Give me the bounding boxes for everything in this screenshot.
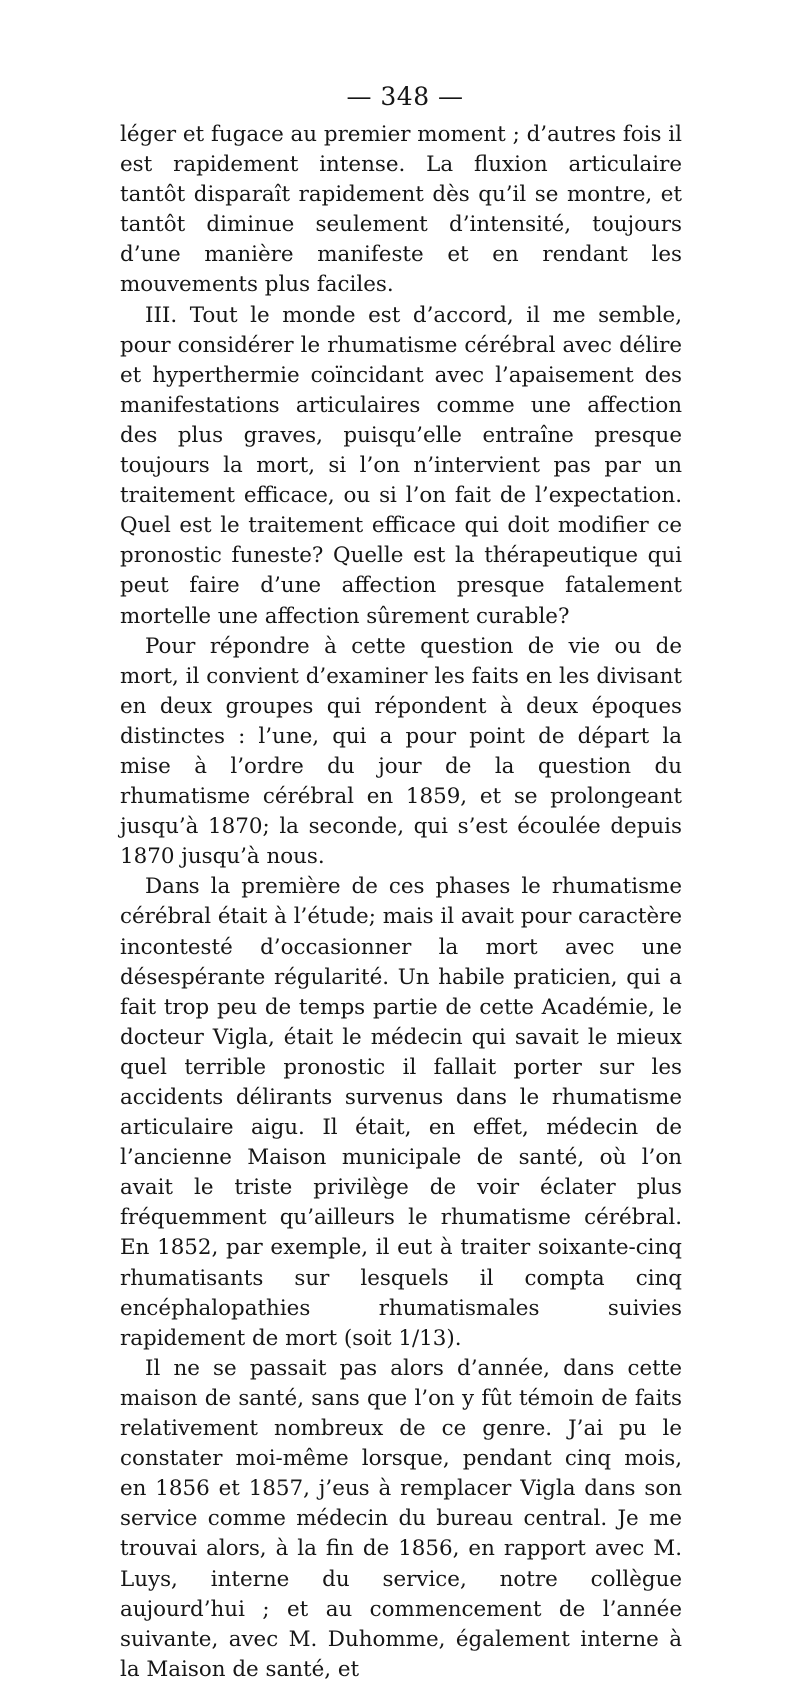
paragraph-4: Dans la première de ces phases le rhumatisme cérébral était à l’étude; mais il avait pour caractère incontesté d’occasionner la mort avec une désespérante régularité. Un habile praticien, qui a fait trop peu de temps partie de cette Académie, le docteur Vigla, était le médecin qui savait le mieux quel terrible pronostic il fallait porter sur les accidents délirants survenus dans le rhumatisme articulaire aigu. Il était, en effet, médecin de l’ancienne Maison municipale de santé, où l’on avait le triste privilège de voir éclater plus fréquemment qu’ailleurs le rhumatisme cérébral. En 1852, par exemple, il eut à traiter soixante-cinq rhumatisants sur lesquels il compta cinq encéphalopathies rhumatismales suivies rapidement de mort (soit 1/13). — [120, 874, 682, 1351]
page-number: — 348 — — [346, 82, 464, 111]
paragraph-1: léger et fugace au premier moment ; d’autres fois il est rapidement intense. La fluxion articulaire tantôt disparaît rapidement dès qu’il se montre, et tantôt diminue seulement d’intensité, toujours d’une manière manifeste et en rendant les mouvements plus faciles. — [120, 122, 682, 298]
paragraph-5: Il ne se passait pas alors d’année, dans cette maison de santé, sans que l’on y fût témoin de faits relativement nombreux de ce genre. J’ai pu le constater moi-même lorsque, pendant cinq mois, en 1856 et 1857, j’eus à remplacer Vigla dans son service comme médecin du bureau central. Je me trouvai alors, à la fin de 1856, en rapport avec M. Luys, interne du service, notre collègue aujourd’hui ; et au commencement de l’année suivante, avec M. Duhomme, également interne à la Maison de santé, et — [120, 1355, 682, 1682]
paragraph-3: Pour répondre à cette question de vie ou de mort, il convient d’examiner les faits en les divisant en deux groupes qui répondent à deux époques distinctes : l’une, qui a pour point de départ la mise à l’ordre du jour de la question du rhumatisme cérébral en 1859, et se prolongeant jusqu’à 1870; la seconde, qui s’est écoulée depuis 1870 jusqu’à nous. — [120, 633, 682, 870]
paragraph-2: III. Tout le monde est d’accord, il me semble, pour considérer le rhumatisme cérébral avec délire et hyperthermie coïncidant avec l’apaisement des manifestations articulaires comme une affection des plus graves, puisqu’elle entraîne presque toujours la mort, si l’on n’intervient pas par un traitement efficace, ou si l’on fait de l’expectation. Quel est le traitement efficace qui doit modifier ce pronostic funeste? Quelle est la thérapeutique qui peut faire d’une affection presque fatalement mortelle une affection sûrement curable? — [120, 302, 682, 629]
book-page — [120, 82, 682, 1685]
